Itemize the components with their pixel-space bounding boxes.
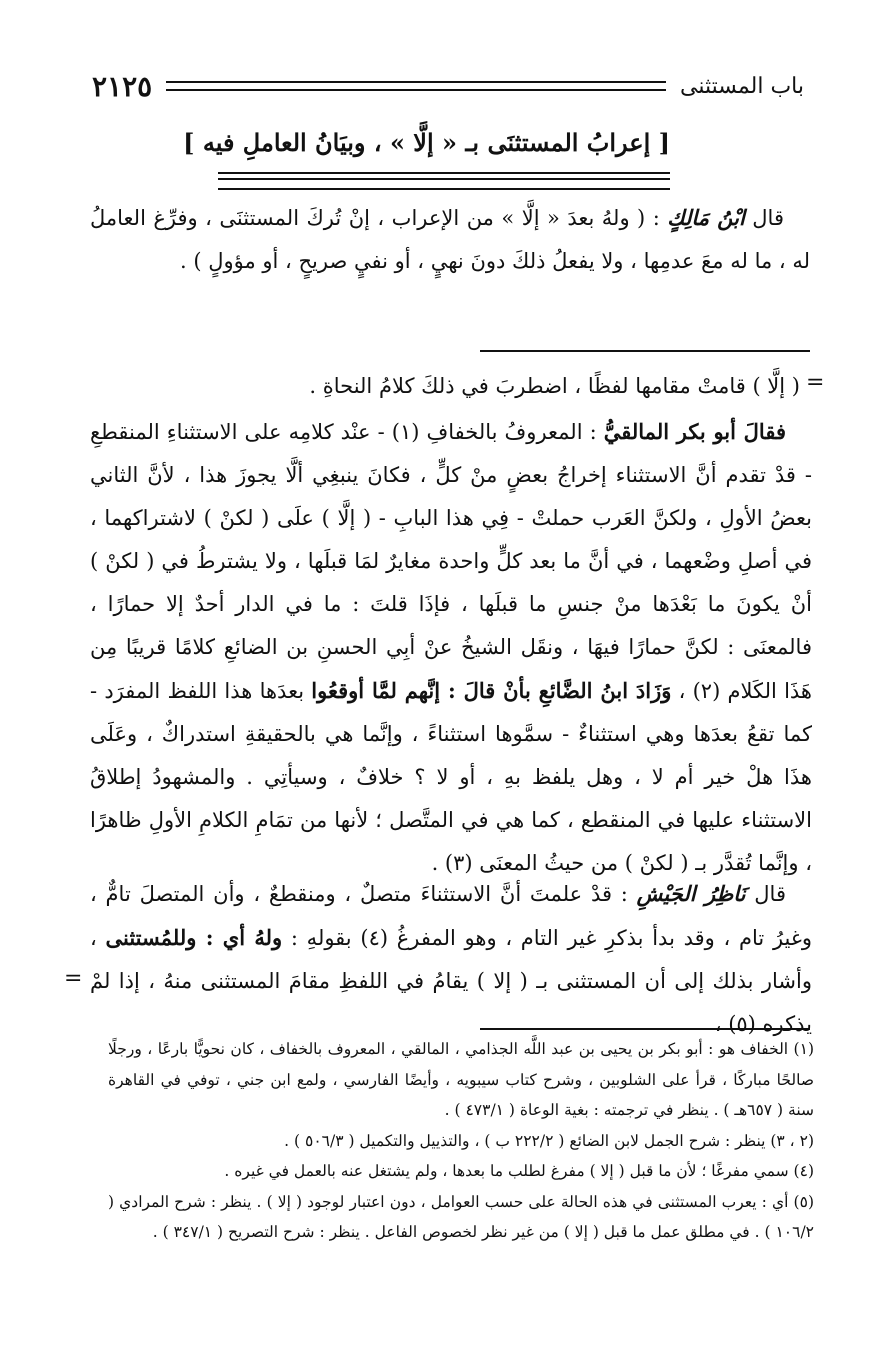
author-name-nazir-al-jaysh: نَاظِرُ الجَيْشِ [636,881,746,906]
paragraph-4-text-1: : قدْ علمتَ أنَّ الاستثناءَ متصلٌ ، ومنقطعٌ ، وأن المتصلَ تامٌّ ، وغيرُ تام ، وقد بدأ بذكرِ غير التام ، وهو المفرغُ (٤) بقولهِ : [90,882,812,950]
section-title: [ إعرابُ المستثنَى بـ « إلَّا » ، وبيَانُ العاملِ فيه ] [183,128,670,157]
continuation-mark-top: = [806,370,825,395]
paragraph-4-text-2: ، وأشار بذلك إلى أن المستثنى بـ ( إلا ) يقامُ في اللفظِ مقامَ المستثنى منهُ ، إذا لمْ يذكره (٥) ، [90,926,812,1036]
header-rule [166,81,666,91]
page-header [92,66,804,106]
paragraph-1 [90,196,810,283]
paragraph-3-text-2: بعدَها هذا اللفظ المفرَد - كما تقعُ بعدَها وهي استثناءٌ - سمَّوها استثناءً ، وإنَّما هي بالحقيقةِ استدراكٌ ، وعَلَى هذَا هلْ خير أم لا ، وهل يلفظ بهِ ، أو لا ؟ خلافٌ ، وسيأتِي . والمشهودُ إطلاقُ الاستثناء عليها في المنقطع ، كما هي في المتَّصل ؛ لأنها من تمَامِ الكلامِ الأولِ ظاهرًا ، وإنَّما تُقدَّر بـ ( لكنْ ) من حيثُ المعنَى (٣) . [90,679,812,875]
paragraph-3-text-1: : المعروفُ بالخفافِ (١) - عنْد كلامِه على الاستثناءِ المنقطعِ - قدْ تقدم أنَّ الاستثناء إخراجُ بعضٍ منْ كلٍّ ، فكانَ ينبغِي ألَّا يجوزَ هذا ، لأنَّ الثاني بعضُ الأولِ ، ولكنَّ العَرب حملتْ - فِي هذا البابِ - ( إلَّا ) علَى ( لكنْ ) لاشتراكهما ، في أصلِ وضْعهما ، في أنَّ ما بعد كلٍّ واحدة مغايرٌ لمَا قبلَها ، ولا يشترطُ في ( لكنْ ) أنْ يكونَ ما بَعْدَها منْ جنسِ ما قبلَها ، فإذَا قلتَ : ما في الدار أحدٌ إلا حمارًا ، فالمعنَى : لكنَّ حمارًا فيهَا ، ونقَل الشيخُ عنْ أبِي الحسنِ بن الضائعِ كلامًا قريبًا مِن هَذَا الكَلام (٢) ، [90,420,813,703]
footnote-4: (٤) سمي مفرغًا ؛ لأن ما قبل ( إلا ) مفرغ لطلب ما بعدها ، ولم يشتغل عنه بالعمل في غيره . [224,1162,814,1180]
running-title: باب المستثنى [680,73,804,99]
paragraph-3-bold: وَزَادَ ابنُ الضَّائعِ بأنْ قالَ : إنَّهم لمَّا أوقعُوا [311,678,672,703]
paragraph-3-lead: فقالَ أبو بكر المالقيُّ [603,419,786,444]
author-name-ibn-malik: ابْنُ مَالِكٍ [667,205,745,230]
footnote-2-3: (٢ ، ٣) ينظر : شرح الجمل لابن الضائع ( ٢٢٢/٢ ب ) ، والتذييل والتكميل ( ٥٠٦/٣ ) . [284,1131,814,1150]
footnote-rule [480,1028,810,1030]
title-rule [218,172,670,190]
paragraph-4-lead: قال [754,882,786,906]
paragraph-2-text: ( إلَّا ) قامتْ مقامها لفظًا ، اضطربَ في ذلكَ كلامُ النحاةِ . [309,374,800,398]
paragraph-3 [90,410,812,885]
footnote-5: (٥) أي : يعرب المستثنى في هذه الحالة على حسب العوامل ، دون اعتبار لوجود ( إلا ) . ينظر : شرح المرادي ( ١٠٦/٢ ) . في مطلق عمل ما قبل ( إلا ) من غير نظر لخصوص الفاعل . ينظر : شرح التصريح ( ٣٤٧/١ ) . [108,1192,814,1241]
paragraph-4 [90,872,812,1046]
divider-rule [480,350,810,352]
paragraph-1-text: : ( ولهُ بعدَ « إلَّا » من الإعراب ، إنْ تُركَ المستثنَى ، وفرِّغ العاملُ له ، ما له معَ عدمِها ، ولا يفعلُ ذلكَ دونَ نهيٍ ، أو نفيٍ صريحٍ ، أو مؤولٍ ) . [90,206,810,273]
paragraph-1-lead: قال [752,206,784,230]
footnotes [108,1034,814,1248]
paragraph-2 [90,365,800,408]
continuation-mark-bottom: = [64,966,83,991]
paragraph-4-bold: ولهُ أي : وللمُستثنى [105,925,283,950]
footnote-1: (١) الخفاف هو : أبو بكر بن يحيى بن عبد اللَّه الجذامي ، المالقي ، المعروف بالخفاف ، كان نحويًّا بارعًا ، ورجلًا صالحًا مباركًا ، قرأ على الشلوبين ، وشرح كتاب سيبويه ، وأيضًا الفارسي ، ولمع ابن جني ، توفي في القاهرة سنة ( ٦٥٧هـ ) . ينظر في ترجمته : بغية الوعاة ( ٤٧٣/١ ) . [108,1040,814,1119]
page-number: ٢١٢٥ [92,69,153,103]
